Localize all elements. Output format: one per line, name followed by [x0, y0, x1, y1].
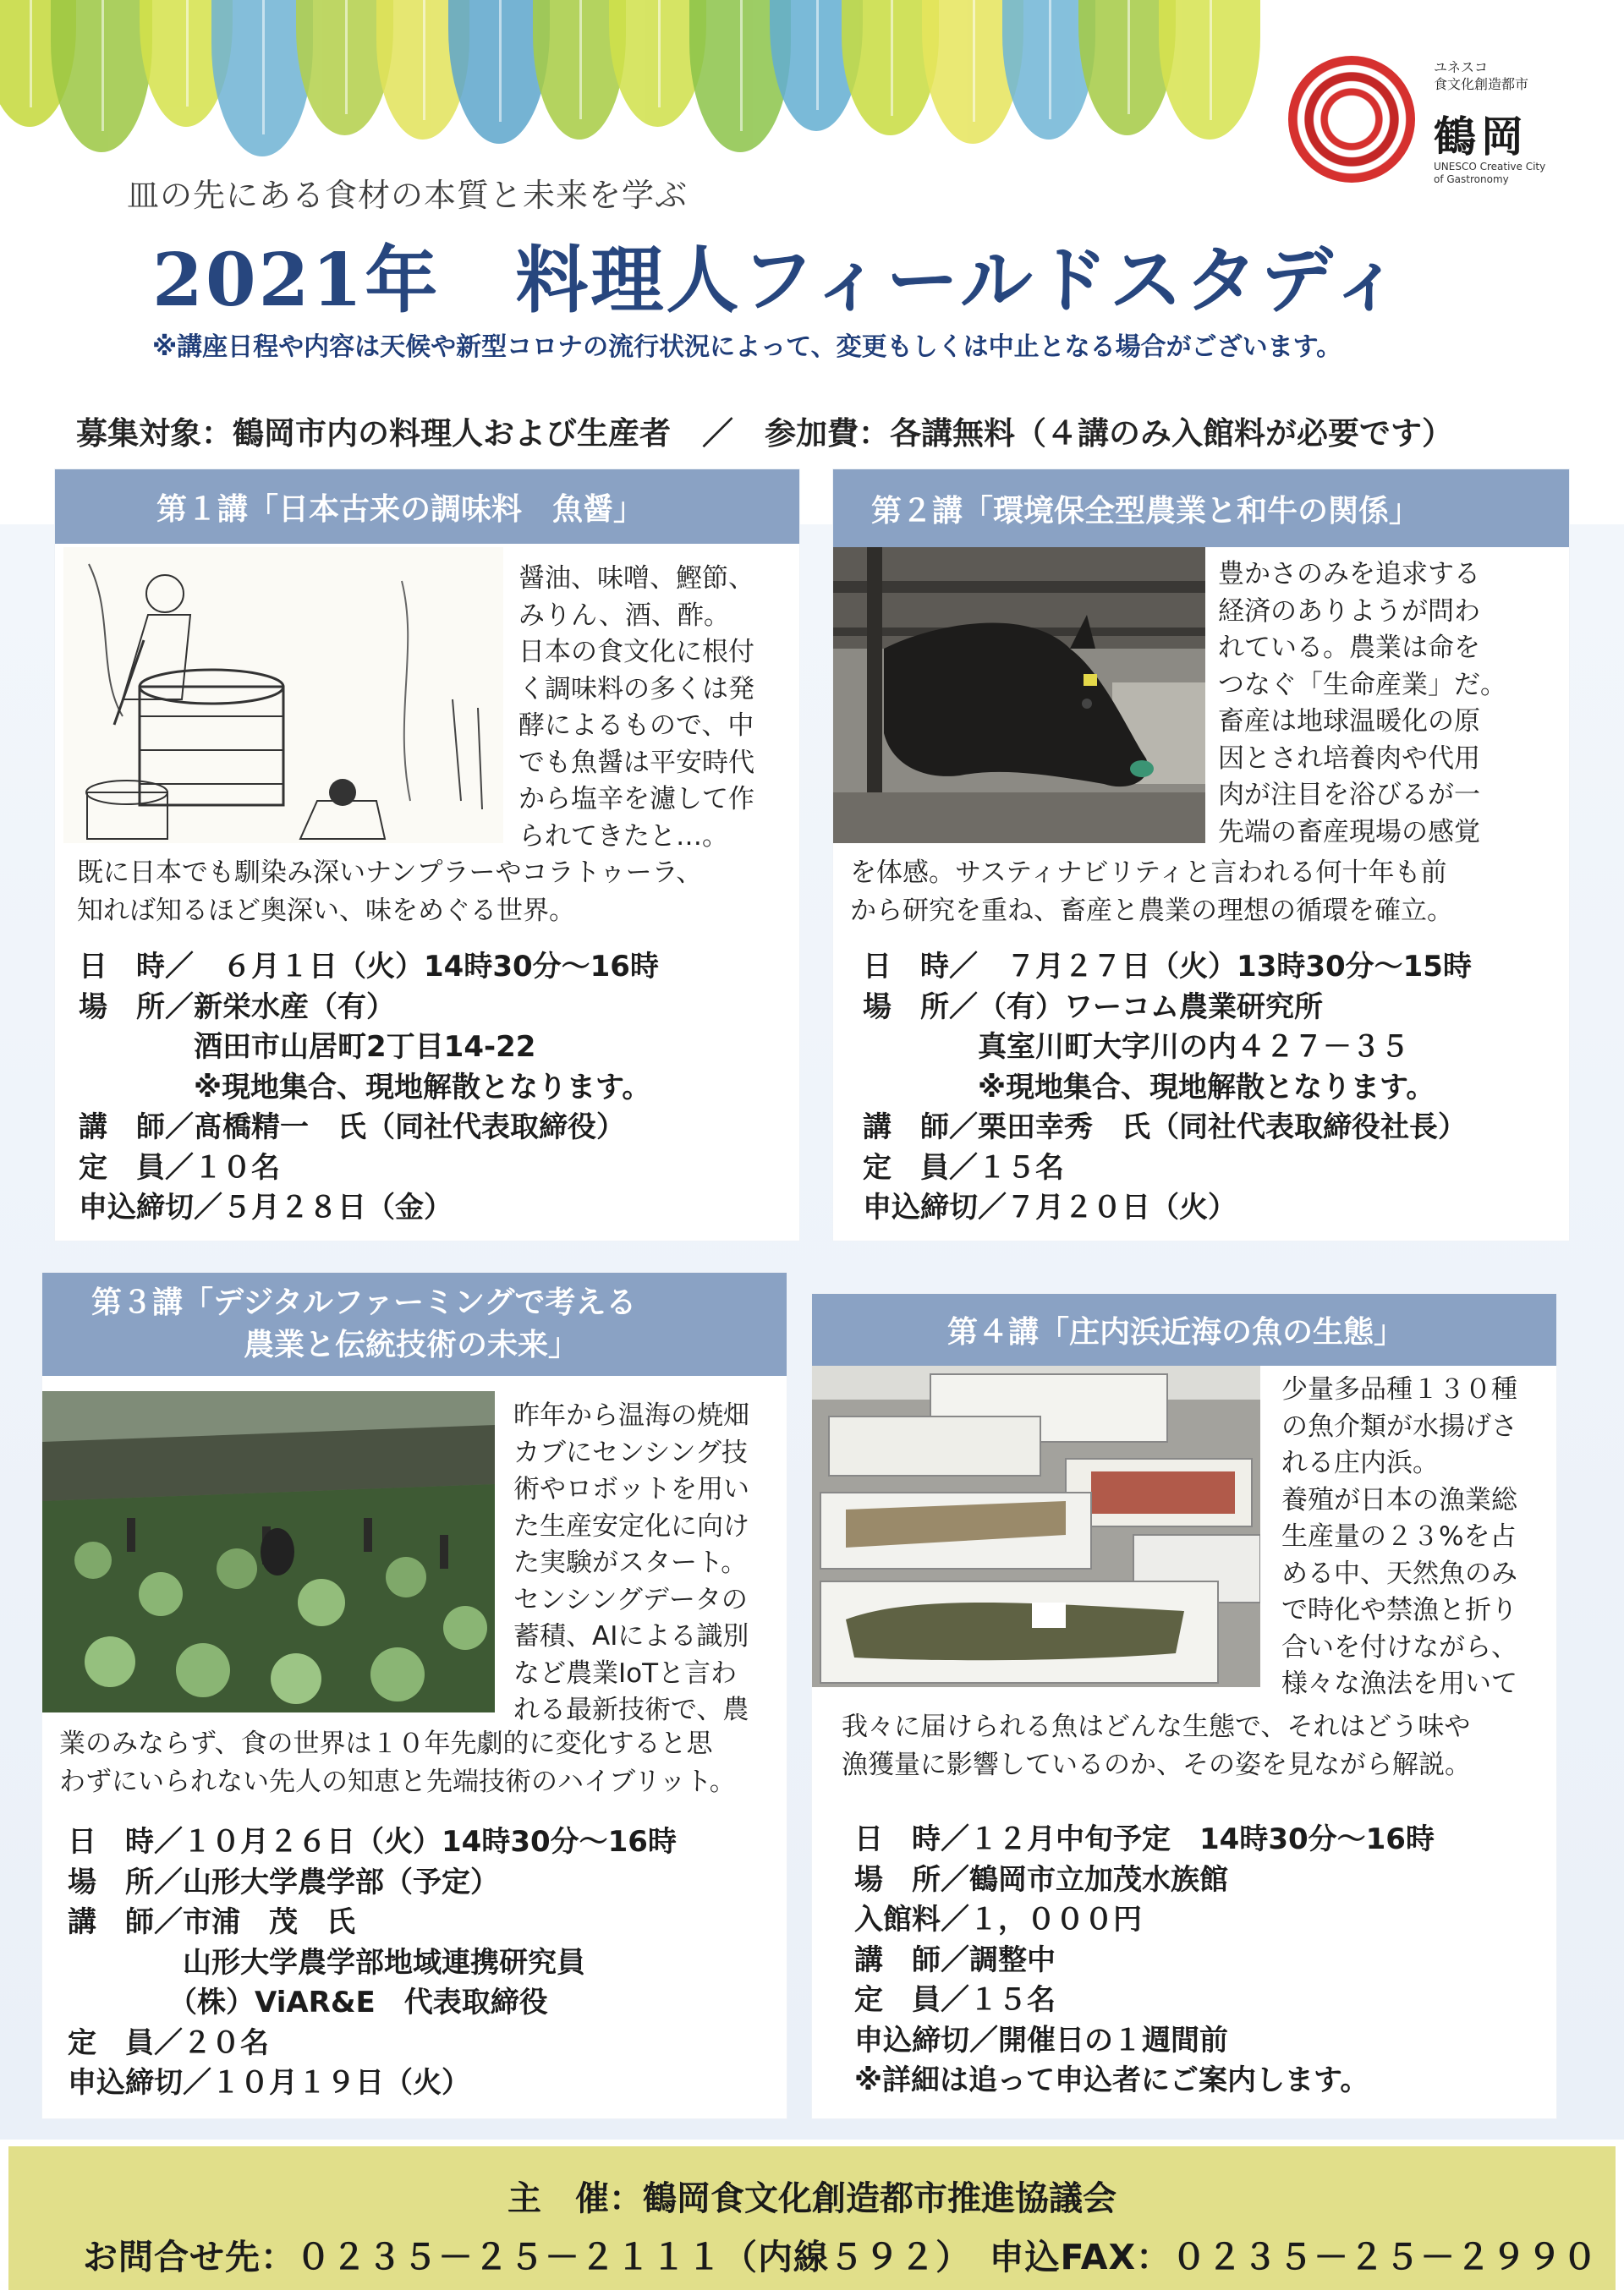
lecture-details: 日 時／ ６月１日（火）14時30分～16時 場 所／新栄水産（有） 酒田市山居町2丁目14-22 ※現地集合、現地解散となります。 講 師／髙橋精一 氏（同社代表取締役） 定 員／１０名 申込締切／５月２８日（金） [79, 950, 659, 1225]
lecture-intro: 少量多品種１３０種 の魚介類が水揚げさ れる庄内浜。 養殖が日本の漁業総 生産量の２３%を占 める中、天然魚のみ で時化や禁漁と折り 合いを付けながら、 様々な漁法を用いて [1281, 1374, 1517, 1699]
notice: ※講座日程や内容は天候や新型コロナの流行状況によって、変更もしくは中止となる場合がございます。 [152, 332, 1342, 362]
lecture-details: 日 時／１２月中旬予定 14時30分～16時 場 所／鶴岡市立加茂水族館 入館料／１，０００円 講 師／調整中 定 員／１５名 申込締切／開催日の１週間前 ※詳細は追って申込者にご案内します。 [854, 1822, 1435, 2097]
ukiyoe-illustration [63, 547, 503, 843]
lecture-card-4 [812, 1294, 1556, 2118]
lecture-details: 日 時／１０月２６日（火）14時30分～16時 場 所／山形大学農学部（予定） 講 師／市浦 茂 氏 山形大学農学部地域連携研究員 （株）ViAR&E 代表取締役 定 員／２０名 申込締切／１０月１９日（火） [68, 1825, 677, 2100]
cattle-photo [833, 547, 1205, 843]
lecture-description: 既に日本でも馴染み深いナンプラーやコラトゥーラ、 知れば知るほど奥深い、味をめぐる世界。 [77, 858, 703, 926]
lecture-description: を体感。サスティナビリティと言われる何十年も前 から研究を重ね、畜産と農業の理想の循環を確立。 [850, 858, 1453, 926]
page-title: 2021年 料理人フィールドスタディ [152, 238, 1406, 323]
logo-city-name: 鶴岡 [1434, 112, 1528, 162]
fish-market-photo [812, 1366, 1260, 1687]
lecture-card-2 [833, 469, 1569, 1241]
lecture-intro: 豊かさのみを追求する 経済のありようが問わ れている。農業は命を つなぐ「生命産業」だ。 畜産は地球温暖化の原 因とされ培養肉や代用 肉が注目を浴びるが一 先端の畜産現場の感覚 [1218, 559, 1506, 847]
lecture-intro: 昨年から温海の焼畑 カブにセンシング技 術やロボットを用い た生産安定化に向け た実験がスタート。 センシングデータの 蓄積、AIによる識別 など農業IoTと言わ れる最新技術で、農 [513, 1400, 749, 1725]
unesco-logo [1273, 41, 1565, 201]
lecture-heading: 第４講「庄内浜近海の魚の生態」 [812, 1294, 1556, 1366]
lecture-details: 日 時／ ７月２７日（火）13時30分～15時 場 所／（有）ワーコム農業研究所 真室川町大字川の内４２７－３５ ※現地集合、現地解散となります。 講 師／栗田幸秀 氏（同社代表取締役社長） 定 員／１５名 申込締切／７月２０日（火） [863, 950, 1472, 1225]
lecture-description: 業のみならず、食の世界は１０年先劇的に変化すると思 わずにいられない先人の知恵と先端技術のハイブリット。 [59, 1729, 736, 1797]
organizer: 主 催：鶴岡食文化創造都市推進協議会 [508, 2179, 1116, 2218]
lecture-heading: 第２講「環境保全型農業と和牛の関係」 [833, 469, 1569, 547]
contact-info: お問合せ先：０２３５－２５－２１１１（内線５９２） 申込FAX：０２３５－２５－２９９０ [83, 2237, 1599, 2277]
logo-caption: ユネスコ 食文化創造都市 [1434, 59, 1529, 92]
subtitle: 皿の先にある食材の本質と未来を学ぶ [127, 177, 689, 214]
lecture-card-1 [55, 469, 799, 1241]
lecture-heading: 第１講「日本古来の調味料 魚醤」 [55, 469, 799, 544]
footer [8, 2146, 1616, 2290]
farm-field-photo [42, 1391, 495, 1712]
logo-english-caption: UNESCO Creative City of Gastronomy [1434, 161, 1546, 185]
gastronomy-emblem-icon [1288, 56, 1415, 183]
lecture-description: 我々に届けられる魚はどんな生態で、それはどう味や 漁獲量に影響しているのか、その姿を見ながら解説。 [842, 1712, 1471, 1780]
target-line: 募集対象：鶴岡市内の料理人および生産者 ／ 参加費：各講無料（４講のみ入館料が必要です） [76, 415, 1453, 452]
lecture-heading: 第３講「デジタルファーミングで考える 農業と伝統技術の未来」 [42, 1273, 787, 1376]
lecture-intro: 醤油、味噌、鰹節、 みりん、酒、酢。 日本の食文化に根付 く調味料の多くは発 酵によるもので、中 でも魚醤は平安時代 から塩辛を濾して作 られてきたと…。 [518, 563, 754, 852]
lecture-card-3 [42, 1273, 787, 2118]
